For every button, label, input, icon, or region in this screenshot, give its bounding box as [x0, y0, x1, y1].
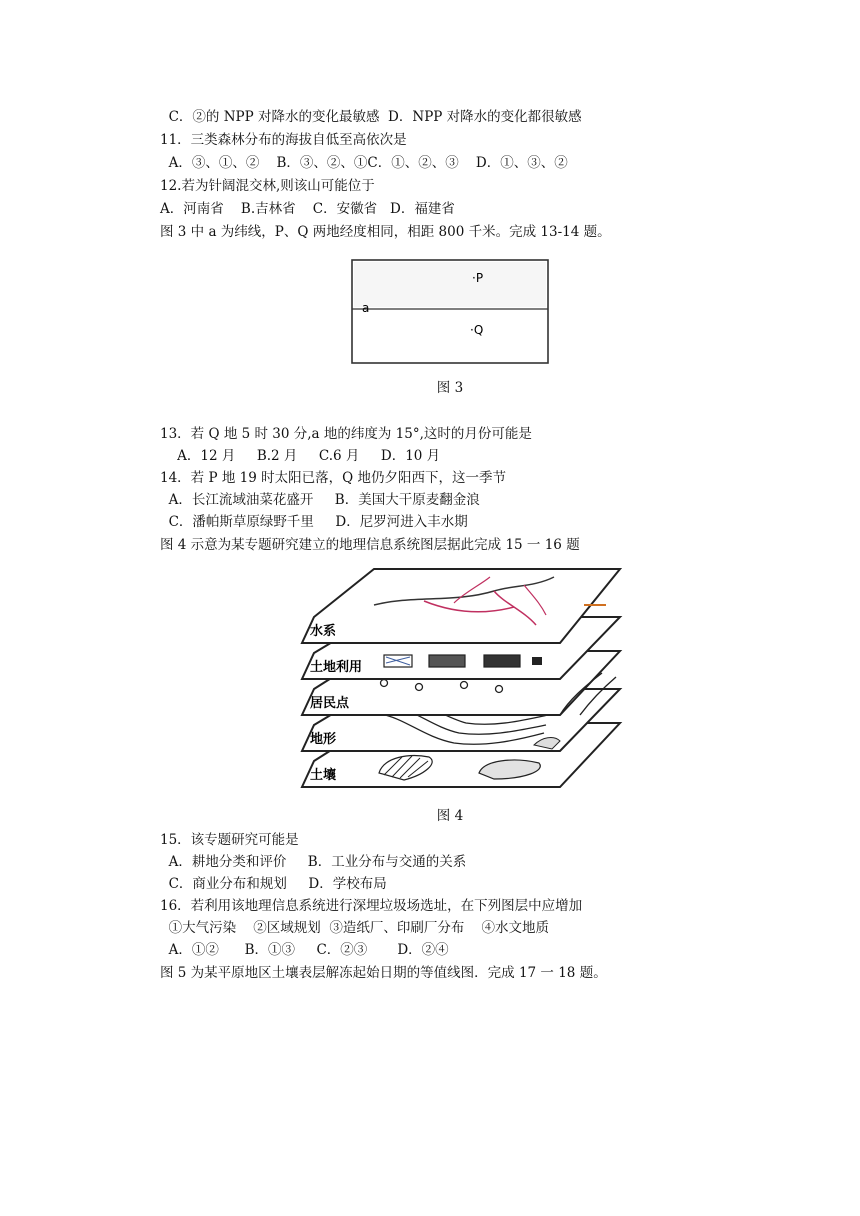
question-15: 15．该专题研究可能是: [160, 832, 299, 848]
question-14: 14．若 P 地 19 时太阳已落，Q 地仍夕阳西下，这一季节: [160, 470, 506, 486]
question-15-options-ab: A．耕地分类和评价 B．工业分布与交通的关系: [160, 854, 467, 870]
question-12: 12.若为针阔混交林,则该山可能位于: [160, 178, 375, 194]
point-p-label: ·P: [472, 271, 484, 285]
figure4-intro: 图 4 示意为某专题研究建立的地理信息系统图层据此完成 15 一 16 题: [160, 537, 580, 553]
figure4-caption: 图 4: [436, 808, 464, 824]
layer-label-settlements: 居民点: [310, 696, 350, 711]
question-14-options-cd: C．潘帕斯草原绿野千里 D．尼罗河进入丰水期: [160, 514, 468, 530]
layer-label-soil: 土壤: [310, 768, 337, 783]
layer-label-water: 水系: [310, 624, 337, 639]
figure-4: [284, 565, 624, 795]
figure3-intro: 图 3 中 a 为纬线，P、Q 两地经度相同，相距 800 千米。完成 13-14 题。: [160, 224, 611, 240]
point-q-label: ·Q: [470, 323, 484, 337]
layer-label-land-use: 土地利用: [310, 660, 363, 675]
question-11: 11．三类森林分布的海拔自低至高依次是: [160, 132, 407, 148]
question-16-options: A．①② B．①③ C．②③ D．②④: [160, 942, 449, 958]
question-13-options: A．12 月 B.2 月 C.6 月 D．10 月: [160, 448, 441, 464]
latitude-label: a: [362, 301, 370, 315]
figure-3: [348, 257, 552, 367]
question-11-options: A．③、①、② B．③、②、①C．①、②、③ D．①、③、②: [160, 155, 568, 171]
question-16-items: ①大气污染 ②区域规划 ③造纸厂、印刷厂分布 ④水文地质: [160, 920, 549, 936]
figure3-caption: 图 3: [436, 380, 464, 396]
text-line: C．②的 NPP 对降水的变化最敏感 D．NPP 对降水的变化都很敏感: [160, 109, 582, 125]
question-13: 13．若 Q 地 5 时 30 分,a 地的纬度为 15°,这时的月份可能是: [160, 426, 532, 442]
question-16: 16．若利用该地理信息系统进行深埋垃圾场选址，在下列图层中应增加: [160, 898, 583, 914]
figure5-intro: 图 5 为某平原地区土壤表层解冻起始日期的等值线图．完成 17 一 18 题。: [160, 965, 607, 981]
question-14-options-ab: A．长江流域油菜花盛开 B．美国大干原麦翻金浪: [160, 492, 480, 508]
question-12-options: A．河南省 B.吉林省 C．安徽省 D．福建省: [160, 201, 455, 217]
question-15-options-cd: C．商业分布和规划 D．学校布局: [160, 876, 387, 892]
layer-label-terrain: 地形: [310, 732, 337, 747]
